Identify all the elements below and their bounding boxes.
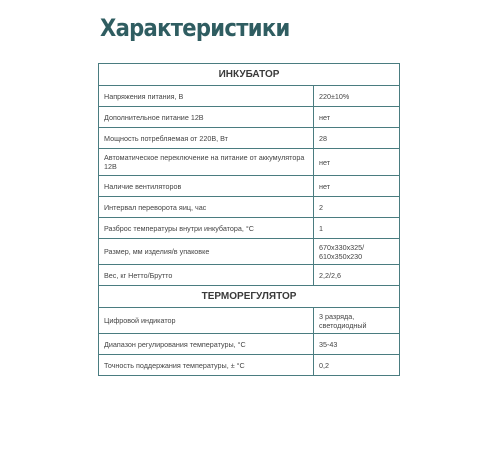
spec-name: Интервал переворота яиц, час bbox=[99, 197, 314, 218]
spec-name: Точность поддержания температуры, ± °С bbox=[99, 355, 314, 376]
spec-name: Диапазон регулирования температуры, °С bbox=[99, 334, 314, 355]
table-row bbox=[99, 355, 400, 376]
section-header-row bbox=[99, 286, 400, 308]
table-row bbox=[99, 218, 400, 239]
page-title: Характеристики bbox=[100, 14, 290, 42]
spec-table bbox=[98, 63, 400, 376]
table-row bbox=[99, 176, 400, 197]
spec-value: 1 bbox=[314, 218, 400, 239]
spec-name: Цифровой индикатор bbox=[99, 308, 314, 334]
spec-name: Наличие вентиляторов bbox=[99, 176, 314, 197]
spec-name: Напряжения питания, В bbox=[99, 86, 314, 107]
spec-value: нет bbox=[314, 176, 400, 197]
table-row bbox=[99, 128, 400, 149]
section-title-thermoregulator: ТЕРМОРЕГУЛЯТОР bbox=[99, 286, 400, 308]
spec-name: Автоматическое переключение на питание от аккумулятора 12В bbox=[99, 149, 314, 176]
spec-value: нет bbox=[314, 107, 400, 128]
spec-value: 3 разряда, светодиодный bbox=[314, 308, 400, 334]
spec-value: 670х330х325/ 610х350х230 bbox=[314, 239, 400, 265]
table-row bbox=[99, 107, 400, 128]
section-title-incubator: ИНКУБАТОР bbox=[99, 64, 400, 86]
spec-value: 2,2/2,6 bbox=[314, 265, 400, 286]
table-row bbox=[99, 86, 400, 107]
spec-name: Разброс температуры внутри инкубатора, °С bbox=[99, 218, 314, 239]
spec-value: 28 bbox=[314, 128, 400, 149]
table-row bbox=[99, 308, 400, 334]
spec-value: 220±10% bbox=[314, 86, 400, 107]
spec-name: Мощность потребляемая от 220В, Вт bbox=[99, 128, 314, 149]
spec-name: Вес, кг Нетто/Брутто bbox=[99, 265, 314, 286]
spec-value: 2 bbox=[314, 197, 400, 218]
table-row bbox=[99, 149, 400, 176]
spec-name: Размер, мм изделия/в упаковке bbox=[99, 239, 314, 265]
section-header-row bbox=[99, 64, 400, 86]
table-row bbox=[99, 197, 400, 218]
spec-value: нет bbox=[314, 149, 400, 176]
table-row bbox=[99, 334, 400, 355]
table-row bbox=[99, 239, 400, 265]
table-row bbox=[99, 265, 400, 286]
spec-name: Дополнительное питание 12В bbox=[99, 107, 314, 128]
spec-value: 0,2 bbox=[314, 355, 400, 376]
spec-value: 35-43 bbox=[314, 334, 400, 355]
